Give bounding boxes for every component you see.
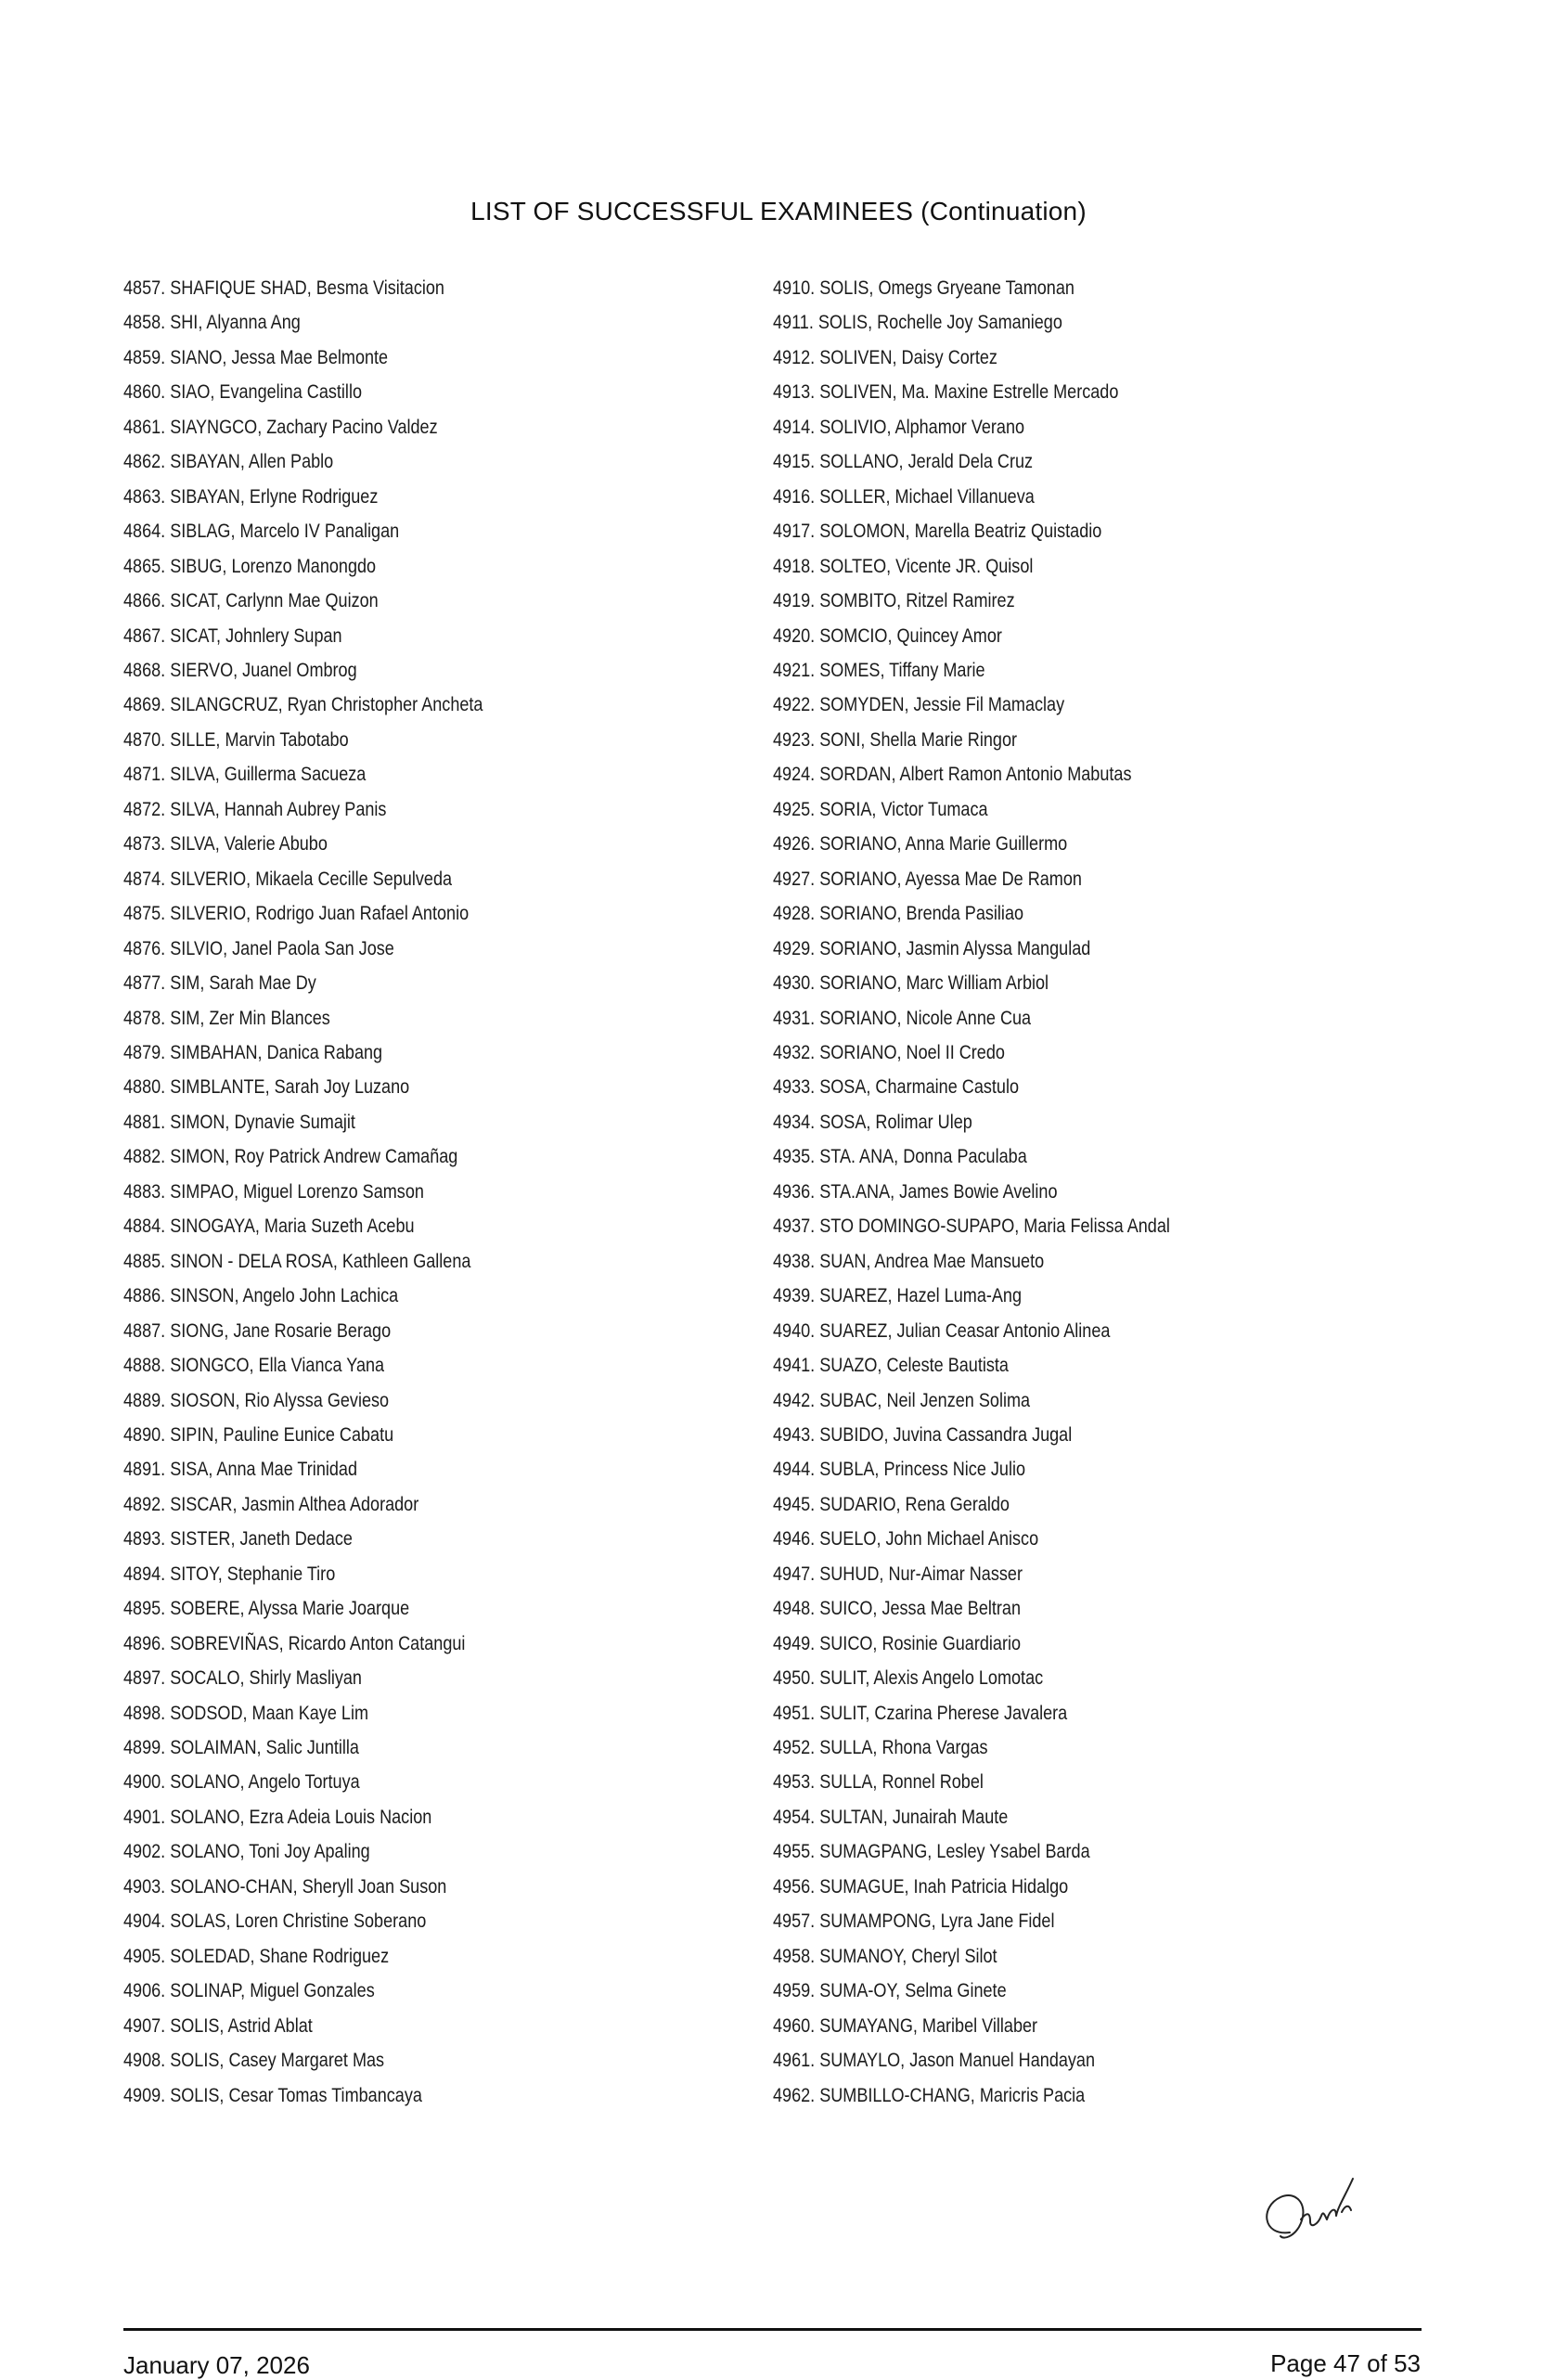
signature-icon: [1253, 2151, 1420, 2262]
list-item: 4911. SOLIS, Rochelle Joy Samaniego: [773, 312, 1062, 334]
list-item: 4942. SUBAC, Neil Jenzen Solima: [773, 1389, 1031, 1411]
list-item: 4872. SILVA, Hannah Aubrey Panis: [123, 798, 387, 820]
list-item: 4866. SICAT, Carlynn Mae Quizon: [123, 590, 379, 612]
list-item: 4947. SUHUD, Nur-Aimar Nasser: [773, 1563, 1023, 1585]
list-item: 4918. SOLTEO, Vicente JR. Quisol: [773, 555, 1034, 577]
list-item: 4858. SHI, Alyanna Ang: [123, 312, 301, 334]
list-item: 4951. SULIT, Czarina Pherese Javalera: [773, 1702, 1068, 1724]
list-item: 4909. SOLIS, Cesar Tomas Timbancaya: [123, 2084, 422, 2106]
list-item: 4886. SINSON, Angelo John Lachica: [123, 1285, 399, 1307]
list-item: 4960. SUMAYANG, Maribel Villaber: [773, 2014, 1038, 2037]
list-item: 4955. SUMAGPANG, Lesley Ysabel Barda: [773, 1841, 1090, 1863]
list-item: 4916. SOLLER, Michael Villanueva: [773, 485, 1035, 508]
list-item: 4953. SULLA, Ronnel Robel: [773, 1771, 984, 1794]
list-item: 4881. SIMON, Dynavie Sumajit: [123, 1111, 355, 1133]
list-item: 4889. SIOSON, Rio Alyssa Gevieso: [123, 1389, 390, 1411]
list-item: 4948. SUICO, Jessa Mae Beltran: [773, 1598, 1022, 1620]
list-item: 4903. SOLANO-CHAN, Sheryll Joan Suson: [123, 1875, 447, 1898]
list-item: 4956. SUMAGUE, Inah Patricia Hidalgo: [773, 1875, 1069, 1898]
list-item: 4878. SIM, Zer Min Blances: [123, 1007, 330, 1029]
list-item: 4940. SUAREZ, Julian Ceasar Antonio Alinea: [773, 1319, 1111, 1342]
list-item: 4920. SOMCIO, Quincey Amor: [773, 624, 1002, 647]
list-item: 4865. SIBUG, Lorenzo Manongdo: [123, 555, 377, 577]
list-item: 4913. SOLIVEN, Ma. Maxine Estrelle Mercado: [773, 381, 1119, 404]
list-item: 4938. SUAN, Andrea Mae Mansueto: [773, 1250, 1045, 1272]
list-item: 4876. SILVIO, Janel Paola San Jose: [123, 937, 394, 959]
list-item: 4950. SULIT, Alexis Angelo Lomotac: [773, 1667, 1044, 1690]
page-number: Page 47 of 53: [1270, 2349, 1421, 2377]
list-item: 4879. SIMBAHAN, Danica Rabang: [123, 1041, 383, 1063]
examinee-list-left: [123, 271, 736, 2113]
list-item: 4944. SUBLA, Princess Nice Julio: [773, 1459, 1026, 1481]
list-item: 4952. SULLA, Rhona Vargas: [773, 1737, 988, 1759]
list-item: 4880. SIMBLANTE, Sarah Joy Luzano: [123, 1076, 410, 1099]
list-item: 4864. SIBLAG, Marcelo IV Panaligan: [123, 521, 400, 543]
list-item: 4930. SORIANO, Marc William Arbiol: [773, 972, 1049, 995]
list-item: 4867. SICAT, Johnlery Supan: [123, 624, 342, 647]
list-item: 4937. STO DOMINGO-SUPAPO, Maria Felissa Andal: [773, 1216, 1170, 1238]
footer-divider: [123, 2328, 1422, 2331]
list-item: 4857. SHAFIQUE SHAD, Besma Visitacion: [123, 277, 444, 299]
list-item: 4927. SORIANO, Ayessa Mae De Ramon: [773, 868, 1082, 890]
list-item: 4890. SIPIN, Pauline Eunice Cabatu: [123, 1423, 394, 1446]
list-item: 4943. SUBIDO, Juvina Cassandra Jugal: [773, 1423, 1073, 1446]
list-item: 4919. SOMBITO, Ritzel Ramirez: [773, 590, 1015, 612]
list-item: 4901. SOLANO, Ezra Adeia Louis Nacion: [123, 1806, 432, 1828]
list-item: 4941. SUAZO, Celeste Bautista: [773, 1355, 1009, 1377]
list-item: 4921. SOMES, Tiffany Marie: [773, 659, 985, 681]
footer-date: January 07, 2026: [123, 2351, 310, 2379]
list-item: 4934. SOSA, Rolimar Ulep: [773, 1111, 972, 1133]
list-item: 4914. SOLIVIO, Alphamor Verano: [773, 416, 1025, 438]
list-item: 4928. SORIANO, Brenda Pasiliao: [773, 903, 1024, 925]
list-item: 4906. SOLINAP, Miguel Gonzales: [123, 1980, 375, 2002]
list-item: 4912. SOLIVEN, Daisy Cortez: [773, 346, 997, 368]
list-item: 4863. SIBAYAN, Erlyne Rodriguez: [123, 485, 379, 508]
list-item: 4873. SILVA, Valerie Abubo: [123, 833, 328, 856]
list-item: 4900. SOLANO, Angelo Tortuya: [123, 1771, 360, 1794]
list-item: 4910. SOLIS, Omegs Gryeane Tamonan: [773, 277, 1074, 299]
list-item: 4954. SULTAN, Junairah Maute: [773, 1806, 1009, 1828]
list-item: 4946. SUELO, John Michael Anisco: [773, 1528, 1039, 1550]
list-item: 4882. SIMON, Roy Patrick Andrew Camañag: [123, 1146, 458, 1168]
list-item: 4929. SORIANO, Jasmin Alyssa Mangulad: [773, 937, 1091, 959]
list-item: 4869. SILANGCRUZ, Ryan Christopher Ancheta: [123, 694, 483, 716]
list-item: 4957. SUMAMPONG, Lyra Jane Fidel: [773, 1910, 1055, 1933]
list-item: 4885. SINON - DELA ROSA, Kathleen Gallena: [123, 1250, 471, 1272]
list-item: 4925. SORIA, Victor Tumaca: [773, 798, 988, 820]
list-item: 4862. SIBAYAN, Allen Pablo: [123, 451, 334, 473]
list-item: 4933. SOSA, Charmaine Castulo: [773, 1076, 1020, 1099]
list-item: 4908. SOLIS, Casey Margaret Mas: [123, 2050, 385, 2072]
list-item: 4915. SOLLANO, Jerald Dela Cruz: [773, 451, 1034, 473]
list-item: 4891. SISA, Anna Mae Trinidad: [123, 1459, 358, 1481]
list-item: 4922. SOMYDEN, Jessie Fil Mamaclay: [773, 694, 1065, 716]
list-item: 4870. SILLE, Marvin Tabotabo: [123, 728, 349, 751]
list-item: 4871. SILVA, Guillerma Sacueza: [123, 764, 367, 786]
list-item: 4945. SUDARIO, Rena Geraldo: [773, 1493, 1010, 1515]
list-item: 4905. SOLEDAD, Shane Rodriguez: [123, 1945, 390, 1967]
list-item: 4917. SOLOMON, Marella Beatriz Quistadio: [773, 521, 1102, 543]
list-item: 4899. SOLAIMAN, Salic Juntilla: [123, 1737, 359, 1759]
list-item: 4935. STA. ANA, Donna Paculaba: [773, 1146, 1027, 1168]
list-item: 4861. SIAYNGCO, Zachary Pacino Valdez: [123, 416, 438, 438]
list-item: 4896. SOBREVIÑAS, Ricardo Anton Catangui: [123, 1632, 466, 1654]
list-item: 4884. SINOGAYA, Maria Suzeth Acebu: [123, 1216, 415, 1238]
list-item: 4924. SORDAN, Albert Ramon Antonio Mabutas: [773, 764, 1132, 786]
list-item: 4875. SILVERIO, Rodrigo Juan Rafael Antonio: [123, 903, 470, 925]
list-item: 4883. SIMPAO, Miguel Lorenzo Samson: [123, 1180, 424, 1203]
list-item: 4959. SUMA-OY, Selma Ginete: [773, 1980, 1007, 2002]
list-item: 4961. SUMAYLO, Jason Manuel Handayan: [773, 2050, 1096, 2072]
list-item: 4868. SIERVO, Juanel Ombrog: [123, 659, 357, 681]
list-item: 4892. SISCAR, Jasmin Althea Adorador: [123, 1493, 419, 1515]
list-item: 4936. STA.ANA, James Bowie Avelino: [773, 1180, 1058, 1203]
list-item: 4893. SISTER, Janeth Dedace: [123, 1528, 353, 1550]
examinee-list-right: [773, 271, 1422, 2113]
list-item: 4932. SORIANO, Noel II Credo: [773, 1041, 1005, 1063]
list-item: 4888. SIONGCO, Ella Vianca Yana: [123, 1355, 385, 1377]
list-item: 4958. SUMANOY, Cheryl Silot: [773, 1945, 997, 1967]
list-item: 4894. SITOY, Stephanie Tiro: [123, 1563, 336, 1585]
list-item: 4902. SOLANO, Toni Joy Apaling: [123, 1841, 370, 1863]
list-item: 4949. SUICO, Rosinie Guardiario: [773, 1632, 1022, 1654]
list-item: 4859. SIANO, Jessa Mae Belmonte: [123, 346, 389, 368]
page-title: LIST OF SUCCESSFUL EXAMINEES (Continuation): [470, 197, 1087, 225]
list-item: 4877. SIM, Sarah Mae Dy: [123, 972, 316, 995]
list-item: 4923. SONI, Shella Marie Ringor: [773, 728, 1017, 751]
list-item: 4931. SORIANO, Nicole Anne Cua: [773, 1007, 1032, 1029]
list-item: 4939. SUAREZ, Hazel Luma-Ang: [773, 1285, 1023, 1307]
list-item: 4874. SILVERIO, Mikaela Cecille Sepulveda: [123, 868, 453, 890]
list-item: 4962. SUMBILLO-CHANG, Maricris Pacia: [773, 2084, 1086, 2106]
list-item: 4904. SOLAS, Loren Christine Soberano: [123, 1910, 427, 1933]
list-item: 4926. SORIANO, Anna Marie Guillermo: [773, 833, 1068, 856]
list-item: 4860. SIAO, Evangelina Castillo: [123, 381, 363, 404]
list-item: 4895. SOBERE, Alyssa Marie Joarque: [123, 1598, 410, 1620]
list-item: 4897. SOCALO, Shirly Masliyan: [123, 1667, 362, 1690]
list-item: 4898. SODSOD, Maan Kaye Lim: [123, 1702, 369, 1724]
list-item: 4887. SIONG, Jane Rosarie Berago: [123, 1319, 392, 1342]
list-item: 4907. SOLIS, Astrid Ablat: [123, 2014, 313, 2037]
